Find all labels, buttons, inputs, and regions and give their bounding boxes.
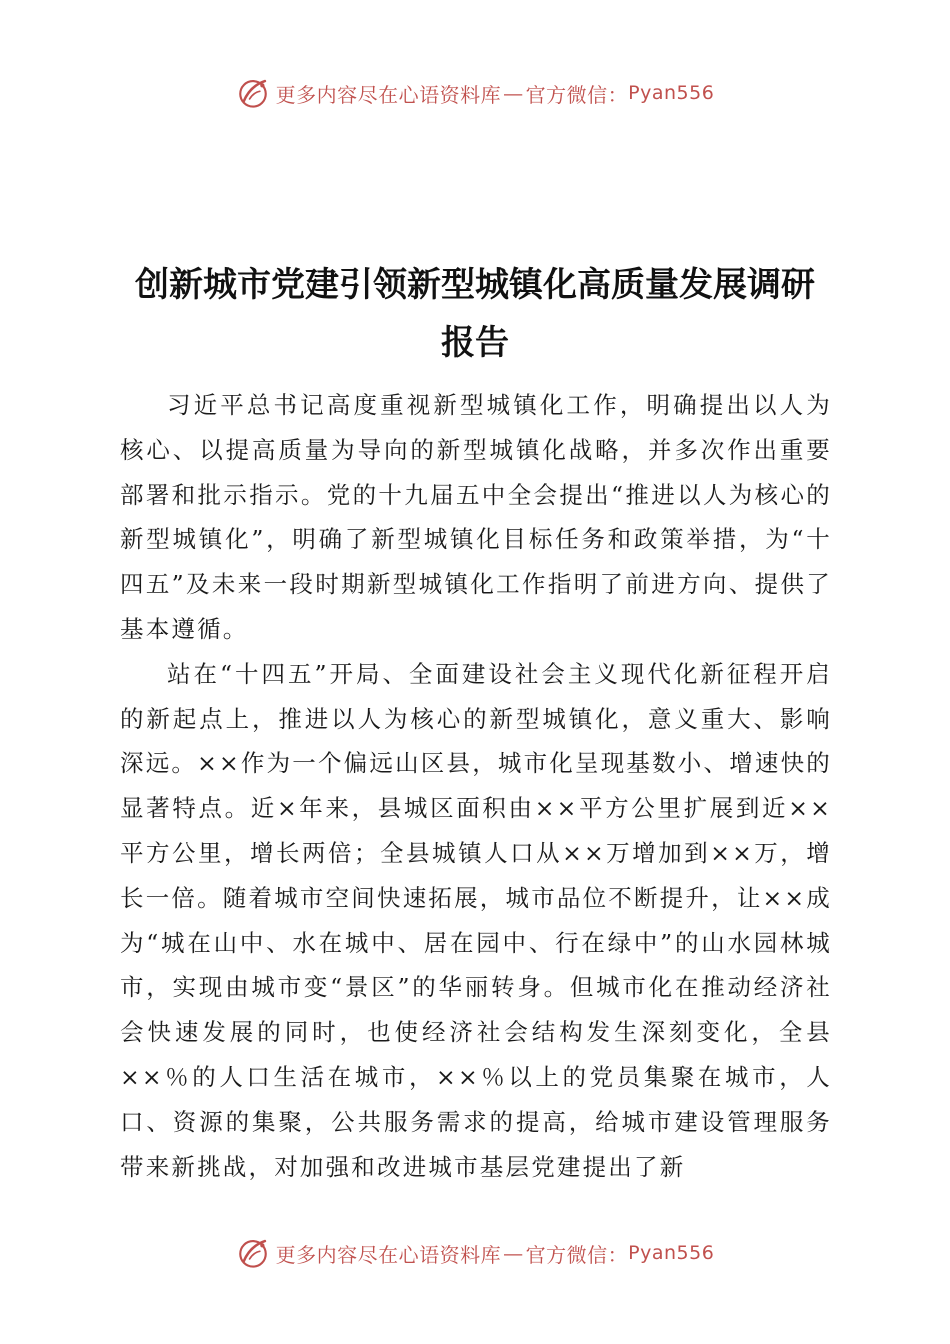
footer-banner-text: 更多内容尽在心语资料库 xyxy=(275,1242,502,1267)
header-banner xyxy=(0,71,950,115)
brand-logo-icon xyxy=(236,1236,270,1270)
document-body xyxy=(120,383,832,1189)
document-title xyxy=(100,256,850,372)
footer-banner xyxy=(0,1231,950,1275)
footer-banner-separator: — xyxy=(503,1241,524,1265)
title-line-1: 创新城市党建引领新型城镇化高质量发展调研 xyxy=(135,265,815,305)
header-banner-text: 更多内容尽在心语资料库 xyxy=(275,82,502,107)
header-wechat-label: 官方微信： xyxy=(525,82,629,107)
title-line-2: 报告 xyxy=(441,323,509,363)
footer-wechat-label: 官方微信： xyxy=(525,1242,629,1267)
brand-logo-icon xyxy=(236,76,270,110)
footer-wechat-id: Pyan556 xyxy=(628,1242,715,1264)
paragraph: 习近平总书记高度重视新型城镇化工作，明确提出以人为核心、以提高质量为导向的新型城镇化战略，并多次作出重要部署和批示指示。党的十九届五中全会提出“推进以人为核心的新型城镇化”，明确了新型城镇化目标任务和政策举措，为“十四五”及未来一段时期新型城镇化工作指明了前进方向、提供了基本遵循。 xyxy=(120,391,832,643)
header-wechat-id: Pyan556 xyxy=(628,82,715,104)
paragraph: 站在“十四五”开局、全面建设社会主义现代化新征程开启的新起点上，推进以人为核心的新型城镇化，意义重大、影响深远。××作为一个偏远山区县，城市化呈现基数小、增速快的显著特点。近×年来，县城区面积由××平方公里扩展到近××平方公里，增长两倍；全县城镇人口从××万增加到××万，增长一倍。随着城市空间快速拓展，城市品位不断提升，让××成为“城在山中、水在城中、居在园中、行在绿中”的山水园林城市，实现由城市变“景区”的华丽转身。但城市化在推动经济社会快速发展的同时，也使经济社会结构发生深刻变化，全县××％的人口生活在城市，××％以上的党员集聚在城市，人口、资源的集聚，公共服务需求的提高，给城市建设管理服务带来新挑战，对加强和改进城市基层党建提出了新 xyxy=(120,659,832,1181)
header-banner-separator: — xyxy=(503,81,524,105)
